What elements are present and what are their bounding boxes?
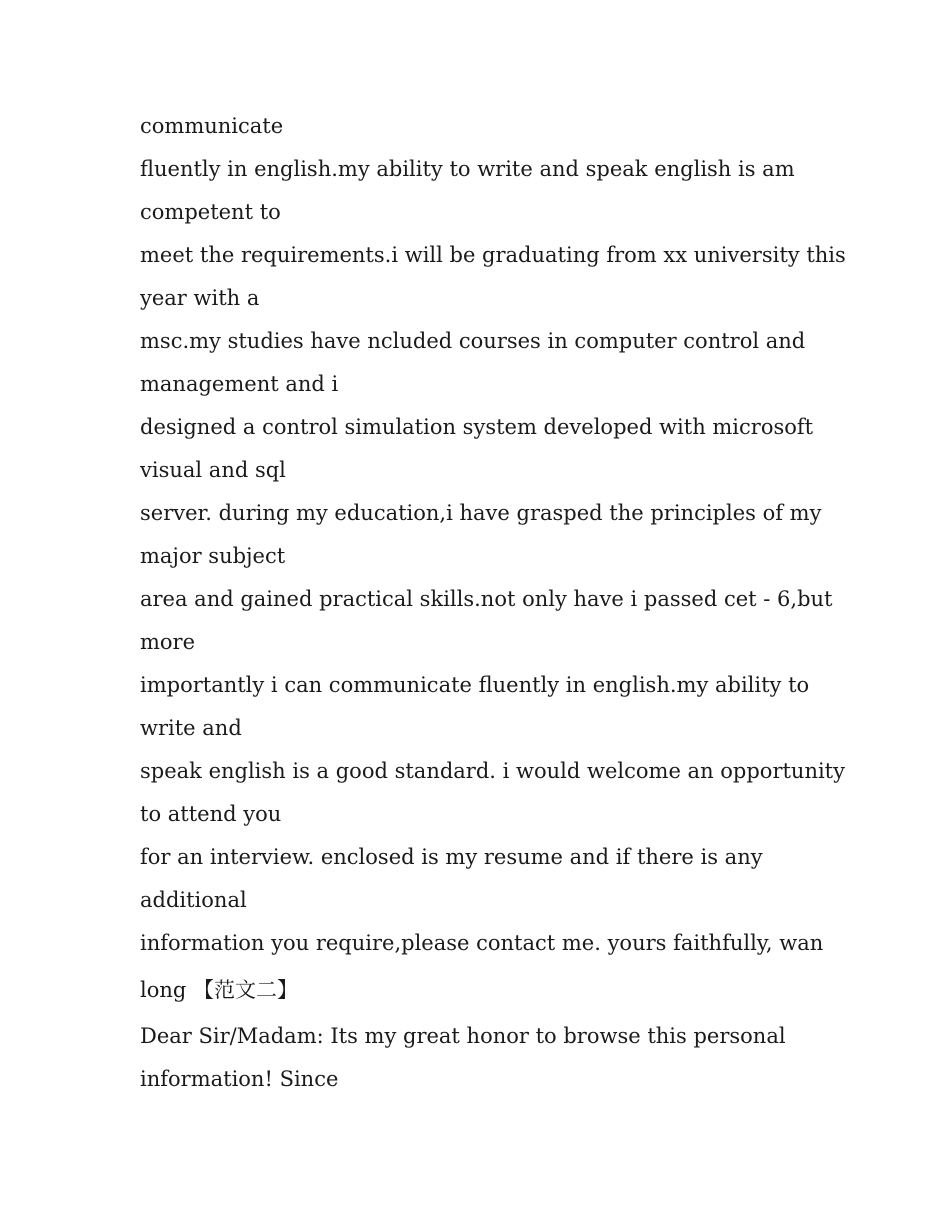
text-line: more (140, 630, 196, 654)
text-line: visual and sql (140, 458, 286, 482)
text-line: speak english is a good standard. i would welcome an opportunity (140, 759, 845, 783)
text-line: designed a control simulation system developed with microsoft (140, 415, 814, 439)
text-line: major subject (140, 544, 286, 568)
text-line: server. during my education,i have grasped the principles of my (140, 501, 822, 525)
text-line: to attend you (140, 802, 282, 826)
text-line: area and gained practical skills.not only have i passed cet - 6,but (140, 587, 833, 611)
section-heading-line: long 【范文二】 (140, 978, 299, 1002)
text-line: meet the requirements.i will be graduating from xx university this (140, 243, 846, 267)
text-line: Dear Sir/Madam: Its my great honor to browse this personal (140, 1024, 786, 1048)
text-line: competent to (140, 200, 281, 224)
text-line: msc.my studies have ncluded courses in computer control and (140, 329, 806, 353)
text-line: for an interview. enclosed is my resume and if there is any (140, 845, 763, 869)
text-line: communicate (140, 114, 284, 138)
text-line: fluently in english.my ability to write and speak english is am (140, 157, 795, 181)
document-body (140, 105, 846, 1101)
text-line: importantly i can communicate fluently in english.my ability to (140, 673, 810, 697)
text-line: information you require,please contact me. yours faithfully, wan (140, 931, 824, 955)
text-line: additional (140, 888, 247, 912)
text-line: management and i (140, 372, 339, 396)
text-line: year with a (140, 286, 260, 310)
text-line: information! Since (140, 1067, 339, 1091)
text-line: write and (140, 716, 242, 740)
